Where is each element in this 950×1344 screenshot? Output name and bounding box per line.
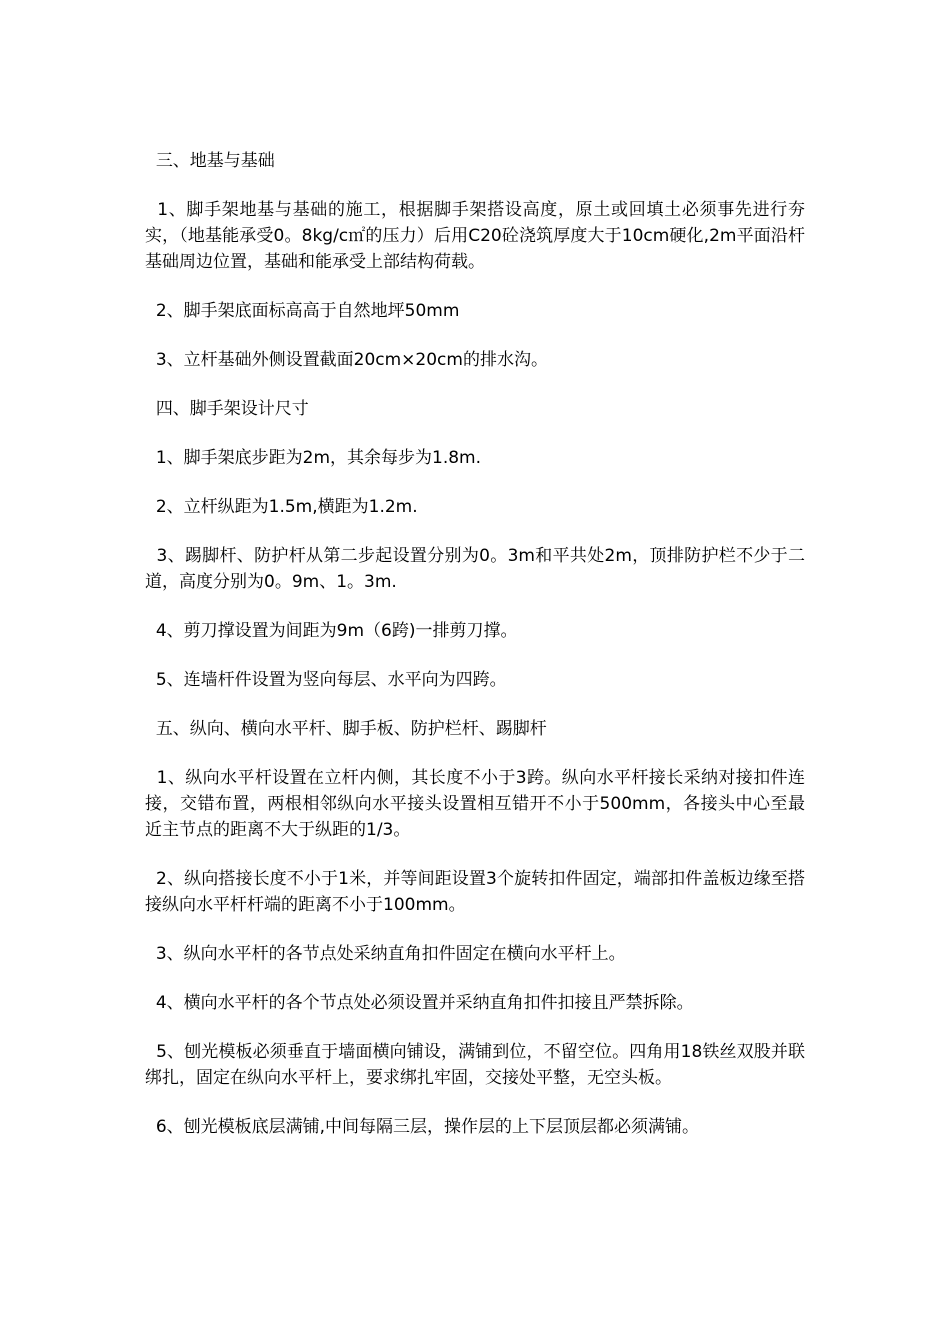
paragraph-5-6: 6、刨光模板底层满铺,中间每隔三层，操作层的上下层顶层都必须满铺。 [145,1117,700,1137]
paragraph-4-3: 3、踢脚杆、防护杆从第二步起设置分别为0。3m和平共处2m，顶排防护栏不少于二道，高度分别为0。9m、1。3m. [145,546,805,592]
paragraph-5-2: 2、纵向搭接长度不小于1米，并等间距设置3个旋转扣件固定，端部扣件盖板边缘至搭接纵向水平杆杆端的距离不小于100mm。 [145,869,805,915]
paragraph-5-4: 4、横向水平杆的各个节点处必须设置并采纳直角扣件扣接且严禁拆除。 [145,993,694,1013]
paragraph-4-1: 1、脚手架底步距为2m，其余每步为1.8m. [145,448,482,468]
paragraph-4-5: 5、连墙杆件设置为竖向每层、水平向为四跨。 [145,670,507,690]
paragraph-3-2: 2、脚手架底面标高高于自然地坪50mm [145,301,460,321]
paragraph-3-3: 3、立杆基础外侧设置截面20cm×20cm的排水沟。 [145,350,548,370]
paragraph-4-4: 4、剪刀撑设置为间距为9m（6跨)一排剪刀撑。 [145,621,518,641]
document-body [145,148,805,1163]
paragraph-4-2: 2、立杆纵距为1.5m,横距为1.2m. [145,497,418,517]
section-heading-3: 三、地基与基础 [145,151,275,171]
paragraph-5-1: 1、纵向水平杆设置在立杆内侧，其长度不小于3跨。纵向水平杆接长采纳对接扣件连接，交错布置，两根相邻纵向水平接头设置相互错开不小于500mm，各接头中心至最近主节点的距离不大于纵距的1/3。 [145,768,805,840]
paragraph-5-3: 3、纵向水平杆的各节点处采纳直角扣件固定在横向水平杆上。 [145,944,626,964]
section-heading-5: 五、纵向、横向水平杆、脚手板、防护栏杆、踢脚杆 [145,719,547,739]
paragraph-3-1: 1、脚手架地基与基础的施工，根据脚手架搭设高度，原土或回填土必须事先进行夯实，（地基能承受0。8kg/c㎡的压力）后用C20砼浇筑厚度大于10cm硬化,2m平面沿杆基础周边位置，基础和能承受上部结构荷载。 [145,200,805,272]
paragraph-5-5: 5、刨光模板必须垂直于墙面横向铺设，满铺到位，不留空位。四角用18铁丝双股并联绑扎，固定在纵向水平杆上，要求绑扎牢固，交接处平整，无空头板。 [145,1042,806,1088]
section-heading-4: 四、脚手架设计尺寸 [145,399,309,419]
